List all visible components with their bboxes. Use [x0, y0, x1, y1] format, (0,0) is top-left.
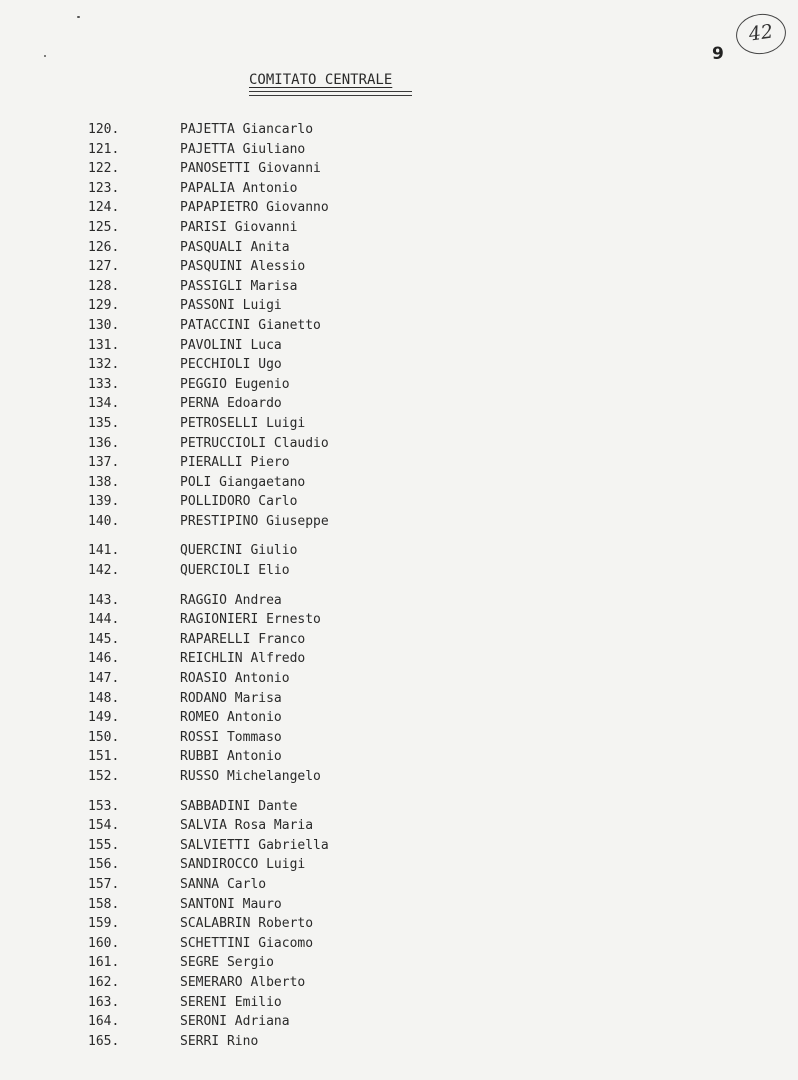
- list-item: [88, 512, 688, 532]
- list-item: [88, 316, 688, 336]
- member-number: 164.: [88, 1014, 120, 1030]
- member-number: 136.: [88, 435, 120, 451]
- member-number: 129.: [88, 298, 120, 314]
- member-number: 132.: [88, 357, 120, 373]
- list-item: [88, 434, 688, 454]
- list-item: [88, 836, 688, 856]
- member-number: 126.: [88, 239, 120, 255]
- member-number: 141.: [88, 543, 120, 559]
- member-number: 163.: [88, 994, 120, 1010]
- member-name: SALVIA Rosa Maria: [180, 818, 314, 834]
- list-item: [88, 934, 688, 954]
- member-number: 147.: [88, 671, 120, 687]
- list-item: [88, 1012, 688, 1032]
- list-item: [88, 561, 688, 581]
- list-item: [88, 914, 688, 934]
- member-name: SCHETTINI Giacomo: [180, 935, 314, 951]
- member-number: 120.: [88, 122, 120, 137]
- member-number: 156.: [88, 857, 120, 873]
- member-name: RAPARELLI Franco: [180, 631, 306, 647]
- member-name: PANOSETTI Giovanni: [180, 161, 321, 177]
- member-number: 150.: [88, 729, 120, 745]
- list-item: [88, 855, 688, 875]
- member-name: RAGGIO Andrea: [180, 592, 282, 608]
- list-item: [88, 649, 688, 669]
- list-item: [88, 728, 688, 748]
- list-item: [88, 767, 688, 787]
- member-number: 148.: [88, 690, 120, 706]
- member-name: SALVIETTI Gabriella: [180, 837, 329, 853]
- member-name: ROASIO Antonio: [180, 671, 290, 687]
- member-number: 127.: [88, 259, 120, 275]
- member-number: 125.: [88, 219, 120, 235]
- member-name: SCALABRIN Roberto: [180, 916, 314, 932]
- member-name: POLI Giangaetano: [180, 474, 306, 490]
- page-number: 9: [712, 44, 724, 64]
- member-number: 143.: [88, 592, 120, 608]
- member-number: 135.: [88, 415, 120, 431]
- member-name: SANDIROCCO Luigi: [180, 857, 306, 873]
- member-number: 142.: [88, 563, 120, 579]
- list-item: [88, 473, 688, 493]
- member-name: SERENI Emilio: [180, 994, 282, 1010]
- member-name: PASSIGLI Marisa: [180, 278, 298, 294]
- list-item: [88, 797, 688, 817]
- member-number: 158.: [88, 896, 120, 912]
- member-name: PECCHIOLI Ugo: [180, 357, 282, 373]
- list-item: [88, 159, 688, 179]
- member-number: 152.: [88, 769, 120, 784]
- list-item: [88, 296, 688, 316]
- member-name: SERONI Adriana: [180, 1014, 290, 1030]
- list-item: [88, 120, 688, 140]
- list-item: [88, 993, 688, 1013]
- list-item: [88, 394, 688, 414]
- member-number: 151.: [88, 749, 120, 765]
- member-name: ROSSI Tommaso: [180, 729, 282, 745]
- member-name: QUERCIOLI Elio: [180, 563, 290, 579]
- member-name: ROMEO Antonio: [180, 710, 282, 726]
- list-item: [88, 591, 688, 611]
- ink-speck: [44, 55, 46, 57]
- list-item: [88, 238, 688, 258]
- member-name: PAPALIA Antonio: [180, 180, 298, 196]
- member-name: PEGGIO Eugenio: [180, 376, 290, 392]
- member-number: 161.: [88, 955, 120, 971]
- list-item: [88, 973, 688, 993]
- list-item: [88, 453, 688, 473]
- list-item: [88, 492, 688, 512]
- list-item: [88, 414, 688, 434]
- list-item: [88, 257, 688, 277]
- list-item: [88, 689, 688, 709]
- list-item: [88, 179, 688, 199]
- member-name: SEGRE Sergio: [180, 955, 274, 971]
- member-name: PAVOLINI Luca: [180, 337, 282, 353]
- member-number: 165.: [88, 1033, 120, 1049]
- member-name: PAPAPIETRO Giovanno: [180, 200, 329, 216]
- member-number: 149.: [88, 710, 120, 726]
- page-title: COMITATO CENTRALE: [249, 72, 393, 88]
- list-item: [88, 541, 688, 561]
- member-name: SEMERARO Alberto: [180, 974, 306, 990]
- list-item: [88, 375, 688, 395]
- list-item: [88, 1032, 688, 1052]
- member-number: 154.: [88, 818, 120, 834]
- member-number: 140.: [88, 513, 120, 529]
- list-item: [88, 875, 688, 895]
- member-number: 162.: [88, 974, 120, 990]
- list-item: [88, 747, 688, 767]
- member-name: PARISI Giovanni: [180, 219, 298, 235]
- list-item: [88, 355, 688, 375]
- member-name: PERNA Edoardo: [180, 396, 282, 412]
- member-name: PASQUINI Alessio: [180, 259, 306, 275]
- member-number: 146.: [88, 651, 120, 667]
- member-name: PAJETTA Giancarlo: [180, 122, 314, 137]
- member-name: PASSONI Luigi: [180, 298, 282, 314]
- member-name: PIERALLI Piero: [180, 455, 290, 471]
- member-number: 139.: [88, 494, 120, 510]
- member-number: 130.: [88, 317, 120, 333]
- member-number: 159.: [88, 916, 120, 932]
- member-name: SANNA Carlo: [180, 876, 267, 892]
- member-name: SANTONI Mauro: [180, 896, 282, 912]
- list-item: [88, 816, 688, 836]
- list-item: [88, 218, 688, 238]
- list-item: [88, 895, 688, 915]
- list-item: [88, 198, 688, 218]
- list-item: [88, 708, 688, 728]
- member-number: 160.: [88, 935, 120, 951]
- member-number: 131.: [88, 337, 120, 353]
- list-item: [88, 277, 688, 297]
- member-name: SABBADINI Dante: [180, 798, 298, 814]
- list-item: [88, 610, 688, 630]
- member-name: RODANO Marisa: [180, 690, 282, 706]
- list-item: [88, 669, 688, 689]
- member-name: PRESTIPINO Giuseppe: [180, 513, 329, 529]
- member-name: PATACCINI Gianetto: [180, 317, 321, 333]
- member-name: POLLIDORO Carlo: [180, 494, 298, 510]
- member-name: PETRUCCIOLI Claudio: [180, 435, 329, 451]
- list-item: [88, 336, 688, 356]
- member-number: 138.: [88, 474, 120, 490]
- title-double-rule: [249, 91, 412, 96]
- member-name: PETROSELLI Luigi: [180, 415, 306, 431]
- member-name: RAGIONIERI Ernesto: [180, 612, 321, 628]
- member-list: [88, 120, 688, 1051]
- member-name: REICHLIN Alfredo: [180, 651, 306, 667]
- member-number: 157.: [88, 876, 120, 892]
- member-number: 124.: [88, 200, 120, 216]
- member-name: RUBBI Antonio: [180, 749, 282, 765]
- member-number: 128.: [88, 278, 120, 294]
- member-number: 122.: [88, 161, 120, 177]
- member-number: 134.: [88, 396, 120, 412]
- member-number: 137.: [88, 455, 120, 471]
- ink-speck: [77, 16, 80, 18]
- member-name: SERRI Rino: [180, 1033, 259, 1049]
- list-item: [88, 140, 688, 160]
- archive-stamp-number: 42: [733, 11, 788, 58]
- list-item: [88, 630, 688, 650]
- list-item: [88, 953, 688, 973]
- member-number: 145.: [88, 631, 120, 647]
- member-number: 133.: [88, 376, 120, 392]
- member-name: PASQUALI Anita: [180, 239, 290, 255]
- member-name: PAJETTA Giuliano: [180, 141, 306, 157]
- member-number: 155.: [88, 837, 120, 853]
- member-name: RUSSO Michelangelo: [180, 769, 321, 784]
- member-name: QUERCINI Giulio: [180, 543, 298, 559]
- member-number: 144.: [88, 612, 120, 628]
- member-number: 121.: [88, 141, 120, 157]
- member-number: 123.: [88, 180, 120, 196]
- member-number: 153.: [88, 798, 120, 814]
